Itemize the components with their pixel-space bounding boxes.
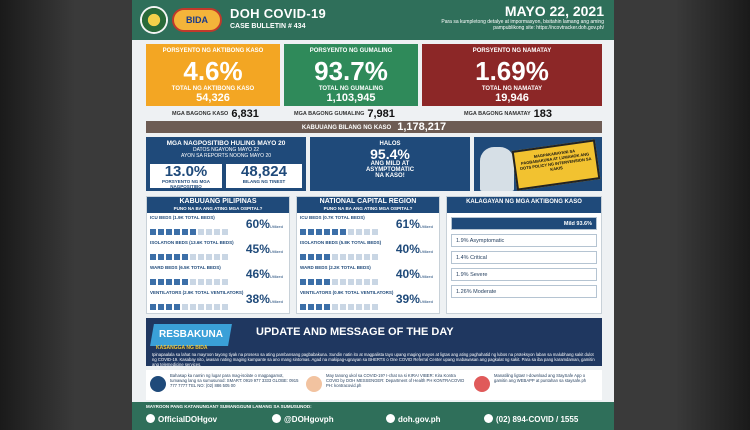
bed-icon [174,229,180,235]
bed-icon [300,229,306,235]
website-link[interactable]: doh.gov.ph [386,414,441,424]
utilization-pct: 40%Utilized [395,267,433,281]
bed-icon [356,229,362,235]
bed-icon [174,304,180,310]
mild-cases-box: HALOS 95.4% ANG MILD AT ASYMPTOMATIC NA KASO! [310,137,470,191]
staysafe-icon [474,376,490,392]
utilization-pct: 60%Utilized [245,217,283,231]
bed-icon [150,279,156,285]
bida-logo-icon: BIDA [172,8,222,32]
new-deaths: MGA BAGONG NAMATAY 183 [464,108,552,120]
header-note: Para sa kumpletong detalye at impormasyon, bisitahin lamang ang aming pampublikong site: https://ncovtracker.doh.gov.ph/ [441,19,604,31]
new-recovered: MGA BAGONG GUMALING 7,981 [294,108,395,120]
utilization-pct: 46%Utilized [245,267,283,281]
bed-icon [364,254,370,260]
bed-icon [150,229,156,235]
bed-icon [332,229,338,235]
phone-icon [484,414,493,423]
bed-icon [372,304,378,310]
condition-row: Mild 93.6% [451,217,597,230]
bed-icon [158,229,164,235]
globe-icon [386,414,395,423]
active-pct: 4.6% [183,56,243,86]
deaths-box: PORSYENTO NG NAMATAY 1.69% TOTAL NG NAMATAY 19,946 [422,44,602,106]
utilization-pct: 61%Utilized [395,217,433,231]
bed-icon [222,254,228,260]
new-cases: MGA BAGONG KASO 6,831 [172,108,259,120]
hospital-row [297,213,439,238]
warning-illustration [474,137,602,191]
bed-icon [150,254,156,260]
bed-icon [348,229,354,235]
bed-icon [356,304,362,310]
bed-icon [174,279,180,285]
hospital-row-label: ISOLATION BEDS (13.6K TOTAL BEDS) [150,240,234,245]
bed-icon [158,254,164,260]
bed-icon [340,254,346,260]
tested-card: 48,824 BILANG NG TINEST [226,164,302,188]
bed-icon [166,229,172,235]
hotline-icon [150,376,166,392]
condition-row: 1.9% Asymptomatic [451,234,597,247]
hospital-row-label: WARD BEDS (6.5K TOTAL BEDS) [150,265,221,270]
bed-icon [182,229,188,235]
bed-icon [214,254,220,260]
bed-icon [348,304,354,310]
recovered-box: PORSYENTO NG GUMALING 93.7% TOTAL NG GUMALING 1,103,945 [284,44,418,106]
bed-icon [300,254,306,260]
bed-icon [206,279,212,285]
bed-icon [356,254,362,260]
bed-icon [222,229,228,235]
bed-icon [166,254,172,260]
positivity-box: MGA NAGPOSITIBO HULING MAYO 20 DATOS NGAYONG MAYO 22 AYON SA REPORTS NOONG MAYO 20 13.0% PORSYENTO NG MGA NAGPOSITIBO 48,824 BILANG NG TINEST [146,137,306,191]
condition-row: 1.26% Moderate [451,285,597,298]
doh-logo-icon [140,6,168,34]
condition-row: 1.4% Critical [451,251,597,264]
bed-icon [324,229,330,235]
contact-info: Bahasap ka namin ng lugar para mag-isolate o magpagamot, tumawag lang sa sumusunod: SMART: 0919 977 3333 GLOBE: 0915 777 7777 TEL NO: (02) 886 505 00 May tanong ukol sa COVID-19? I-chat na si KIRA! VIBER: Kira Kontra COVID by DOH MESSENGER: Department of Health PH KONTRACOVID PH: kontracovid.ph Manatiling ligtas! I-download ang StaySafe App o gamitin ang WEBAPP at puntahan sa staysafe.ph [146,370,602,400]
utilization-bars [300,297,380,315]
bed-icon [324,254,330,260]
resbakuna-logo: RESBAKUNA [150,324,232,346]
hospital-row [147,263,289,288]
total-cases-bar: KABUUANG BILANG NG KASO 1,178,217 [146,121,602,133]
hospital-ncr-panel: NATIONAL CAPITAL REGION PUNO NA BA ANG ATING MGA OSPITAL? ICU BEDS (0.7K TOTAL BEDS) 61%Utilized ISOLATION BEDS (5.8K TOTAL BEDS) 40%Utilized WARD BEDS (2.2K TOTAL BEDS) 40%Utilized VENTILATORS (0.9K TOTAL VENTILATORS) 39%Utilized [296,196,440,314]
hospital-row-label: ISOLATION BEDS (5.8K TOTAL BEDS) [300,240,382,245]
bed-icon [332,279,338,285]
facebook-link[interactable]: OfficialDOHgov [146,414,217,424]
bed-icon [308,229,314,235]
update-text: Ipinapaalala sa lahat na mayroon tayong tiyak na proseso sa ating pambansang pagbabakuna. Sundin natin ito at magpalista tayo upang maging mayos at ligtas ang ating paghahatid ng lubos na proteksyon laban sa malubhang sakit dulot ng COVID-19. Kasabay nito, iwasan nating maging kampante sa ano mang sintomas. Agad na makipag-ugnayan sa BHERTS o One COVID Referral Center upang mabawasan ang pagkalat ng sakit. Para sa iba pang karamdaman, gamitin ang telemedicine services. [152,352,595,367]
bed-icon [300,304,306,310]
bed-icon [190,254,196,260]
deaths-pct: 1.69% [475,56,549,86]
bed-icon [308,304,314,310]
bed-icon [340,304,346,310]
facebook-icon [146,414,155,423]
condition-row: 1.9% Severe [451,268,597,281]
bed-icon [198,229,204,235]
warning-sign: MAGPAKABAYANI SA PAGBABAKUNA AT LUMAHOK ANG DOTS POLICY NG INTERVENSION SA KAKIS [512,139,601,190]
twitter-link[interactable]: @DOHgovph [272,414,334,424]
bed-icon [332,254,338,260]
bed-icon [206,254,212,260]
active-total: 54,326 [196,92,230,104]
bed-icon [324,279,330,285]
footer-bar: MAYROON PANG KATANUNGAN? SUMANGGUNI LAMANG SA SUMUSUNOD: OfficialDOHgov @DOHgovph doh.gov.ph (02) 894-COVID / 1555 [132,402,614,430]
bed-icon [206,304,212,310]
bed-icon [332,304,338,310]
health-worker-icon [480,147,514,191]
bed-icon [182,254,188,260]
header [132,0,614,40]
kira-chatbot-icon [306,376,322,392]
utilization-pct: 39%Utilized [395,292,433,306]
bed-icon [340,279,346,285]
bed-icon [214,229,220,235]
hospital-row [297,238,439,263]
utilization-pct: 38%Utilized [245,292,283,306]
hospital-ph-panel: KABUUANG PILIPINAS PUNO NA BA ANG ATING MGA OSPITAL? ICU BEDS (1.9K TOTAL BEDS) 60%Utilized ISOLATION BEDS (13.6K TOTAL BEDS) 45%Utilized WARD BEDS (6.5K TOTAL BEDS) 46%Utilized VENTILATORS (2.9K TOTAL VENTILATORS) 38%Utilized [146,196,290,314]
update-title: UPDATE AND MESSAGE OF THE DAY [256,326,454,338]
update-section: RESBAKUNA KASANGGA NG BIDA UPDATE AND MESSAGE OF THE DAY Ipinapaalala sa lahat na mayroon tayong tiyak na proseso sa ating pambansang pagbabakuna. Sundin natin ito at magpalista tayo upang maging mayos at ligtas ang ating paghahatid ng lubos na proteksyon laban sa malubhang sakit dulot ng COVID-19. Kasabay nito, iwasan nating maging kampante sa ano mang sintomas. Agad na makipag-ugnayan sa BHERTS o One COVID Referral Center upang mabawasan ang pagkalat ng sakit. Para sa iba pang karamdaman, gamitin ang telemedicine services. [146,318,602,366]
bed-icon [198,279,204,285]
bed-icon [182,279,188,285]
bed-icon [158,304,164,310]
bed-icon [206,229,212,235]
hospital-row-label: ICU BEDS (1.9K TOTAL BEDS) [150,215,215,220]
deaths-total: 19,946 [495,92,529,104]
bed-icon [150,304,156,310]
active-cases-box: PORSYENTO NG AKTIBONG KASO 4.6% TOTAL NG AKTIBONG KASO 54,326 [146,44,280,106]
bed-icon [308,279,314,285]
bed-icon [166,304,172,310]
bed-icon [324,304,330,310]
utilization-bars [150,297,230,315]
bed-icon [222,279,228,285]
bed-icon [316,304,322,310]
hospital-row [147,288,289,313]
hospital-row [147,238,289,263]
hospital-row [147,213,289,238]
bed-icon [158,279,164,285]
bed-icon [348,279,354,285]
bed-icon [174,254,180,260]
bed-icon [364,279,370,285]
bed-icon [166,279,172,285]
bed-icon [190,304,196,310]
bed-icon [182,304,188,310]
bed-icon [372,279,378,285]
bed-icon [372,229,378,235]
utilization-pct: 40%Utilized [395,242,433,256]
utilization-pct: 45%Utilized [245,242,283,256]
recovered-pct: 93.7% [314,56,388,86]
condition-panel: KALAGAYAN NG MGA AKTIBONG KASO Mild 93.6% 1.9% Asymptomatic 1.4% Critical 1.9% Severe 1.26% Moderate [446,196,602,314]
bed-icon [340,229,346,235]
bulletin-date: MAYO 22, 2021 [504,3,604,19]
hospital-row [297,288,439,313]
bed-icon [214,279,220,285]
bed-icon [316,279,322,285]
bed-icon [190,229,196,235]
bed-icon [316,229,322,235]
hospital-row-label: VENTILATORS (2.9K TOTAL VENTILATORS) [150,290,244,295]
page-title: DOH COVID-19 [230,6,327,21]
bulletin-number: CASE BULLETIN # 434 [230,23,306,30]
hospital-row-label: ICU BEDS (0.7K TOTAL BEDS) [300,215,365,220]
bed-icon [364,229,370,235]
bed-icon [308,254,314,260]
bed-icon [214,304,220,310]
twitter-icon [272,414,281,423]
bed-icon [356,279,362,285]
bed-icon [300,279,306,285]
bed-icon [316,254,322,260]
bed-icon [372,254,378,260]
bed-icon [348,254,354,260]
bed-icon [198,304,204,310]
bulletin-poster [132,0,614,430]
bed-icon [222,304,228,310]
recovered-total: 1,103,945 [326,92,376,104]
hospital-row-label: WARD BEDS (2.2K TOTAL BEDS) [300,265,371,270]
bed-icon [364,304,370,310]
hotline-number: (02) 894-COVID / 1555 [484,414,578,424]
bed-icon [198,254,204,260]
bed-icon [190,279,196,285]
positivity-rate-card: 13.0% PORSYENTO NG MGA NAGPOSITIBO [150,164,222,188]
hospital-row [297,263,439,288]
hospital-row-label: VENTILATORS (0.9K TOTAL VENTILATORS) [300,290,394,295]
